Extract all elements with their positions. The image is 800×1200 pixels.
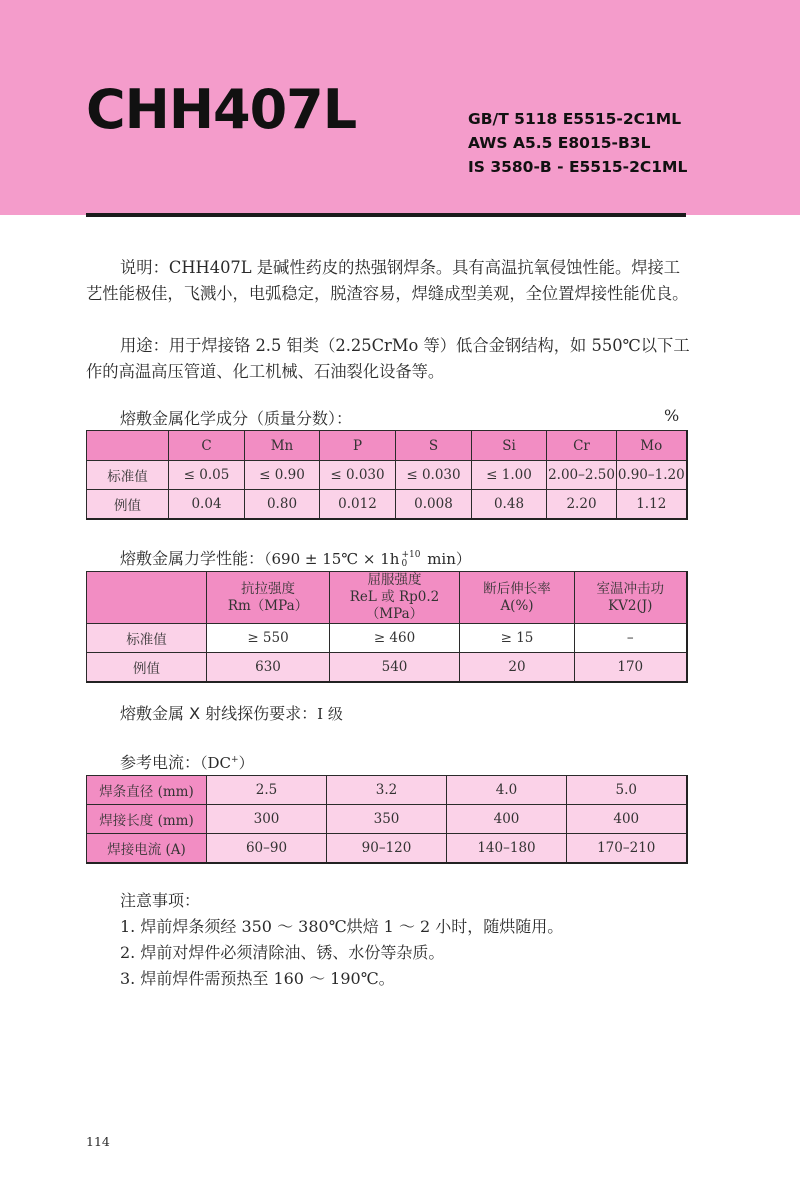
note-item: 1. 焊前焊条须经 350 ～ 380℃烘焙 1 ～ 2 小时，随烘随用。 xyxy=(120,917,564,936)
standard-gb: GB/T 5118 E5515-2C1ML xyxy=(468,110,682,128)
table-cell: 400 xyxy=(567,805,687,834)
description-paragraph xyxy=(86,255,690,307)
chem-row-standard xyxy=(87,461,687,490)
usage-paragraph xyxy=(86,333,690,385)
mech-header-empty xyxy=(87,572,207,624)
chem-table xyxy=(86,430,688,520)
xray-value: I 级 xyxy=(317,705,343,723)
table-cell: 20 xyxy=(460,653,575,682)
mech-condition-tolerance xyxy=(401,551,420,569)
chem-header-cell: Si xyxy=(472,431,547,461)
table-cell: ≤ 0.030 xyxy=(396,461,472,490)
table-cell: 400 xyxy=(447,805,567,834)
chem-header-cell: Mo xyxy=(617,431,687,461)
table-cell: 焊接长度 (mm) xyxy=(87,805,207,834)
chem-header-cell: C xyxy=(169,431,245,461)
table-cell: 4.0 xyxy=(447,776,567,805)
table-cell: ≤ 0.030 xyxy=(320,461,396,490)
mech-header-row xyxy=(87,572,687,624)
note-item: 3. 焊前焊件需预热至 160 ～ 190℃。 xyxy=(120,969,395,988)
chem-title: 熔敷金属化学成分（质量分数）： xyxy=(120,409,353,428)
chem-header-cell: Cr xyxy=(547,431,617,461)
description-label: 说明： xyxy=(120,258,169,277)
description-text: CHH407L 是碱性药皮的热强钢焊条。具有高温抗氧侵蚀性能。焊接工艺性能极佳，飞溅小，电弧稳定，脱渣容易，焊缝成型美观，全位置焊接性能优良。 xyxy=(86,258,689,303)
mech-row-standard xyxy=(87,624,687,653)
table-cell: 0.012 xyxy=(320,490,396,519)
header-line: 抗拉强度 xyxy=(241,580,295,597)
table-cell: 630 xyxy=(207,653,330,682)
table-cell: 1.12 xyxy=(617,490,687,519)
table-cell: 540 xyxy=(330,653,460,682)
current-table xyxy=(86,775,688,864)
table-cell: 2.5 xyxy=(207,776,327,805)
chem-header-cell: P xyxy=(320,431,396,461)
table-cell: 0.04 xyxy=(169,490,245,519)
current-row-length xyxy=(87,805,687,834)
xray-title: 熔敷金属 X 射线探伤要求： xyxy=(120,704,318,723)
header-line: ReL 或 Rp0.2（MPa） xyxy=(349,589,440,622)
header-rule xyxy=(86,213,686,217)
current-condition-main: （DC xyxy=(200,754,232,772)
current-row-diameter xyxy=(87,776,687,805)
mech-row-example xyxy=(87,653,687,682)
mech-title xyxy=(120,546,471,569)
table-cell: ≤ 0.90 xyxy=(245,461,320,490)
table-cell: – xyxy=(575,624,687,653)
table-cell: ≤ 1.00 xyxy=(472,461,547,490)
mech-condition-main: （690 ± 15℃ × 1h xyxy=(264,550,400,568)
chem-header-cell: S xyxy=(396,431,472,461)
table-cell: 350 xyxy=(327,805,447,834)
table-cell: 焊接电流 (A) xyxy=(87,834,207,863)
mech-table xyxy=(86,571,688,683)
current-title xyxy=(120,750,254,773)
notes-title: 注意事项： xyxy=(120,891,201,910)
current-condition-sup: + xyxy=(231,755,239,765)
header-line: 断后伸长率 xyxy=(483,580,551,597)
table-cell: 170–210 xyxy=(567,834,687,863)
table-cell: 0.48 xyxy=(472,490,547,519)
standard-is: IS 3580-B - E5515-2C1ML xyxy=(468,158,688,176)
mech-header-cell xyxy=(460,572,575,624)
table-cell: 0.90–1.20 xyxy=(617,461,687,490)
notes-section xyxy=(120,888,563,992)
mech-condition xyxy=(264,550,471,568)
standard-aws: AWS A5.5 E8015-B3L xyxy=(468,134,651,152)
header-line: A(%) xyxy=(500,597,534,614)
header-line: 屈服强度 xyxy=(367,572,422,588)
table-cell: 例值 xyxy=(87,653,207,682)
table-cell: 140–180 xyxy=(447,834,567,863)
product-title: CHH407L xyxy=(86,78,357,141)
xray-requirement xyxy=(120,701,343,724)
chem-header-row xyxy=(87,431,687,461)
table-cell: 2.00–2.50 xyxy=(547,461,617,490)
table-cell: 90–120 xyxy=(327,834,447,863)
chem-row-example xyxy=(87,490,687,519)
mech-header-cell xyxy=(575,572,687,624)
chem-header-cell: Mn xyxy=(245,431,320,461)
table-cell: ≥ 460 xyxy=(330,624,460,653)
table-cell: 60–90 xyxy=(207,834,327,863)
usage-label: 用途： xyxy=(120,336,169,355)
table-cell: 标准值 xyxy=(87,461,169,490)
chem-unit: % xyxy=(664,406,680,425)
note-item: 2. 焊前对焊件必须清除油、锈、水份等杂质。 xyxy=(120,943,445,962)
mech-header-cell xyxy=(207,572,330,624)
mech-condition-lower: 0 xyxy=(401,559,408,569)
header-line: 室温冲击功 xyxy=(596,580,664,597)
page-number: 114 xyxy=(86,1134,110,1149)
table-cell: 170 xyxy=(575,653,687,682)
standards-list xyxy=(468,107,687,179)
usage-text: 用于焊接铬 2.5 钼类（2.25CrMo 等）低合金钢结构，如 550℃以下工作的高温高压管道、化工机械、石油裂化设备等。 xyxy=(86,336,690,381)
header-line: KV2(J) xyxy=(608,597,653,614)
mech-condition-upper: +10 xyxy=(401,550,421,560)
header-line: Rm（MPa） xyxy=(227,597,309,614)
table-cell: ≥ 15 xyxy=(460,624,575,653)
table-cell: 3.2 xyxy=(327,776,447,805)
mech-title-text: 熔敷金属力学性能： xyxy=(120,549,265,568)
table-cell: 0.008 xyxy=(396,490,472,519)
mech-header-cell xyxy=(330,572,460,624)
table-cell: ≤ 0.05 xyxy=(169,461,245,490)
current-title-text: 参考电流： xyxy=(120,753,201,772)
current-row-amperage xyxy=(87,834,687,863)
table-cell: 0.80 xyxy=(245,490,320,519)
table-cell: 2.20 xyxy=(547,490,617,519)
table-cell: 例值 xyxy=(87,490,169,519)
table-cell: 焊条直径 (mm) xyxy=(87,776,207,805)
table-cell: 5.0 xyxy=(567,776,687,805)
mech-condition-end: min） xyxy=(422,550,471,568)
table-cell: ≥ 550 xyxy=(207,624,330,653)
current-condition-end: ） xyxy=(238,754,254,772)
table-cell: 300 xyxy=(207,805,327,834)
table-cell: 标准值 xyxy=(87,624,207,653)
current-condition xyxy=(200,754,254,772)
chem-header-cell xyxy=(87,431,169,461)
